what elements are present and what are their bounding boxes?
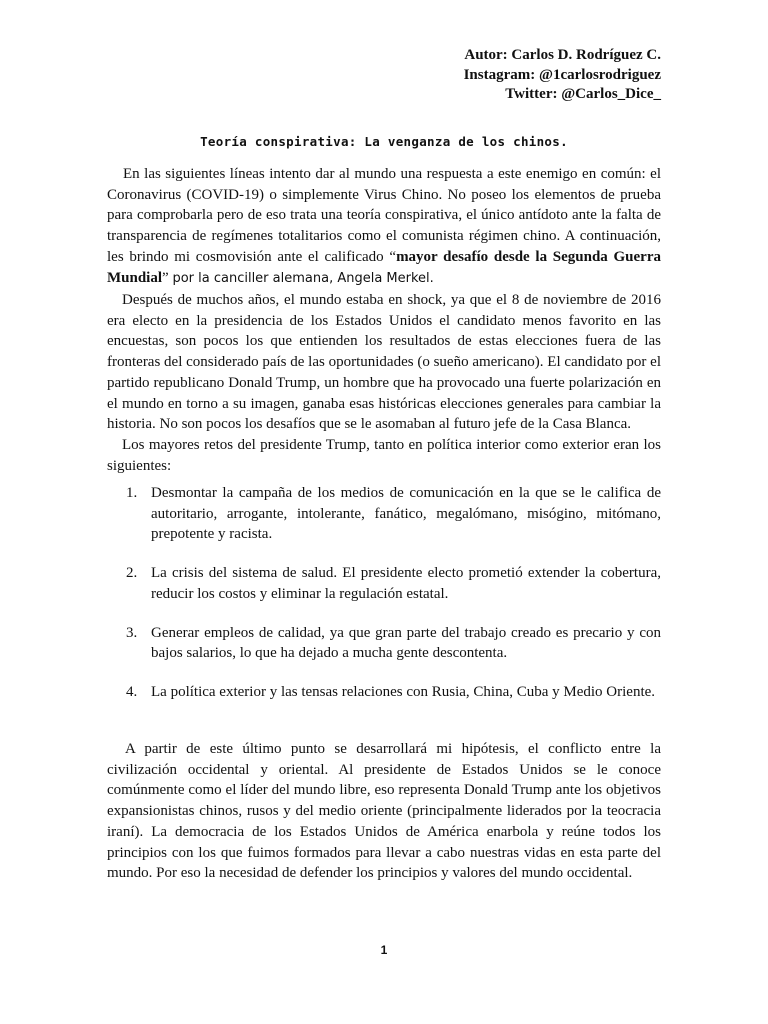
twitter-line: Twitter: @Carlos_Dice_ [505, 86, 661, 102]
author-block [464, 46, 661, 105]
paragraph-election-text: Después de muchos años, el mundo estaba en shock, ya que el 8 de noviembre de 2016 era electo en la presidencia de los Estados Unidos el candidato menos favorito en las encuestas, son pocos los que entienden los resultados de estas elecciones fuera de las fronteras del considerado país de las oportunidades (o sueño americano). El candidato por el partido republicano Donald Trump, un hombre que ha provocado una fuerte polarización en el mundo en torno a su imagen, ganaba esas históricas elecciones generales para cambiar la historia. No son pocos los desafíos que se le asomaban al futuro jefe de la Casa Blanca. [107, 292, 661, 433]
instagram-line: Instagram: @1carlosrodriguez [463, 66, 661, 83]
paragraph-challenges-text: Los mayores retos del presidente Trump, tanto en política interior como exterior eran los siguientes: [107, 437, 661, 474]
author-line: Autor: Carlos D. Rodríguez C. [464, 47, 661, 63]
list-item [126, 682, 661, 703]
paragraph-hypothesis-text: A partir de este último punto se desarrollará mi hipótesis, el conflicto entre la civilización occidental y oriental. Al presidente de Estados Unidos se le conoce comúnmente como el líder del mundo libre, eso representa Donald Trump ante los objetivos expansionistas chinos, rusos y del medio oriente (principalmente liderados por la teocracia iraní). La democracia de los Estados Unidos de América enarbola y reúne todos los principios con los que fuimos formados para llevar a cabo nuestras vidas en esta parte del mundo. Por eso la necesidad de defender los principios y valores del mundo occidental. [107, 741, 661, 882]
list-item-number: 4. [126, 683, 138, 700]
page-number: 1 [380, 943, 388, 957]
list-item [126, 563, 661, 604]
list-item-number: 2. [126, 565, 138, 582]
list-item-number: 3. [126, 624, 138, 641]
paragraph-intro-quote-close: ” [162, 269, 173, 286]
list-item [126, 623, 661, 664]
challenges-list [126, 483, 661, 703]
paragraph-intro-attribution: por la canciller alemana, Angela Merkel. [172, 270, 434, 286]
paragraph-election [107, 290, 661, 435]
list-item-text: La crisis del sistema de salud. El presidente electo prometió extender la cobertura, reducir los costos y eliminar la regulación estatal. [151, 565, 661, 602]
paragraph-intro [107, 164, 661, 289]
list-item-text: La política exterior y las tensas relaciones con Rusia, China, Cuba y Medio Oriente. [151, 683, 656, 700]
paragraph-hypothesis [107, 739, 661, 884]
list-item-text: Desmontar la campaña de los medios de comunicación en la que se le califica de autoritario, arrogante, intolerante, fanático, megalómano, misógino, mitómano, prepotente y racista. [151, 485, 661, 543]
paragraph-intro-text: En las siguientes líneas intento dar al mundo una respuesta a este enemigo en común: el Coronavirus (COVID-19) o simplemente Virus Chino. No poseo los elementos de prueba para comprobarla pero de eso trata una teoría conspirativa, el único antídoto ante la falta de transparencia de regímenes totalitarios como el comunista régimen chino. A continuación, les brindo mi cosmovisión ante el calificado “ [107, 166, 661, 265]
document-title: Teoría conspirativa: La venganza de los chinos. [200, 134, 568, 149]
list-item-number: 1. [126, 485, 138, 501]
paragraph-intro-bold: mayor desafío desde la Segunda Guerra Mundial [107, 248, 662, 286]
paragraph-challenges-intro [107, 435, 661, 476]
list-item-text: Generar empleos de calidad, ya que gran parte del trabajo creado es precario y con bajos salarios, lo que ha dejado a mucha gente descontenta. [151, 624, 661, 662]
list-item [126, 483, 661, 545]
